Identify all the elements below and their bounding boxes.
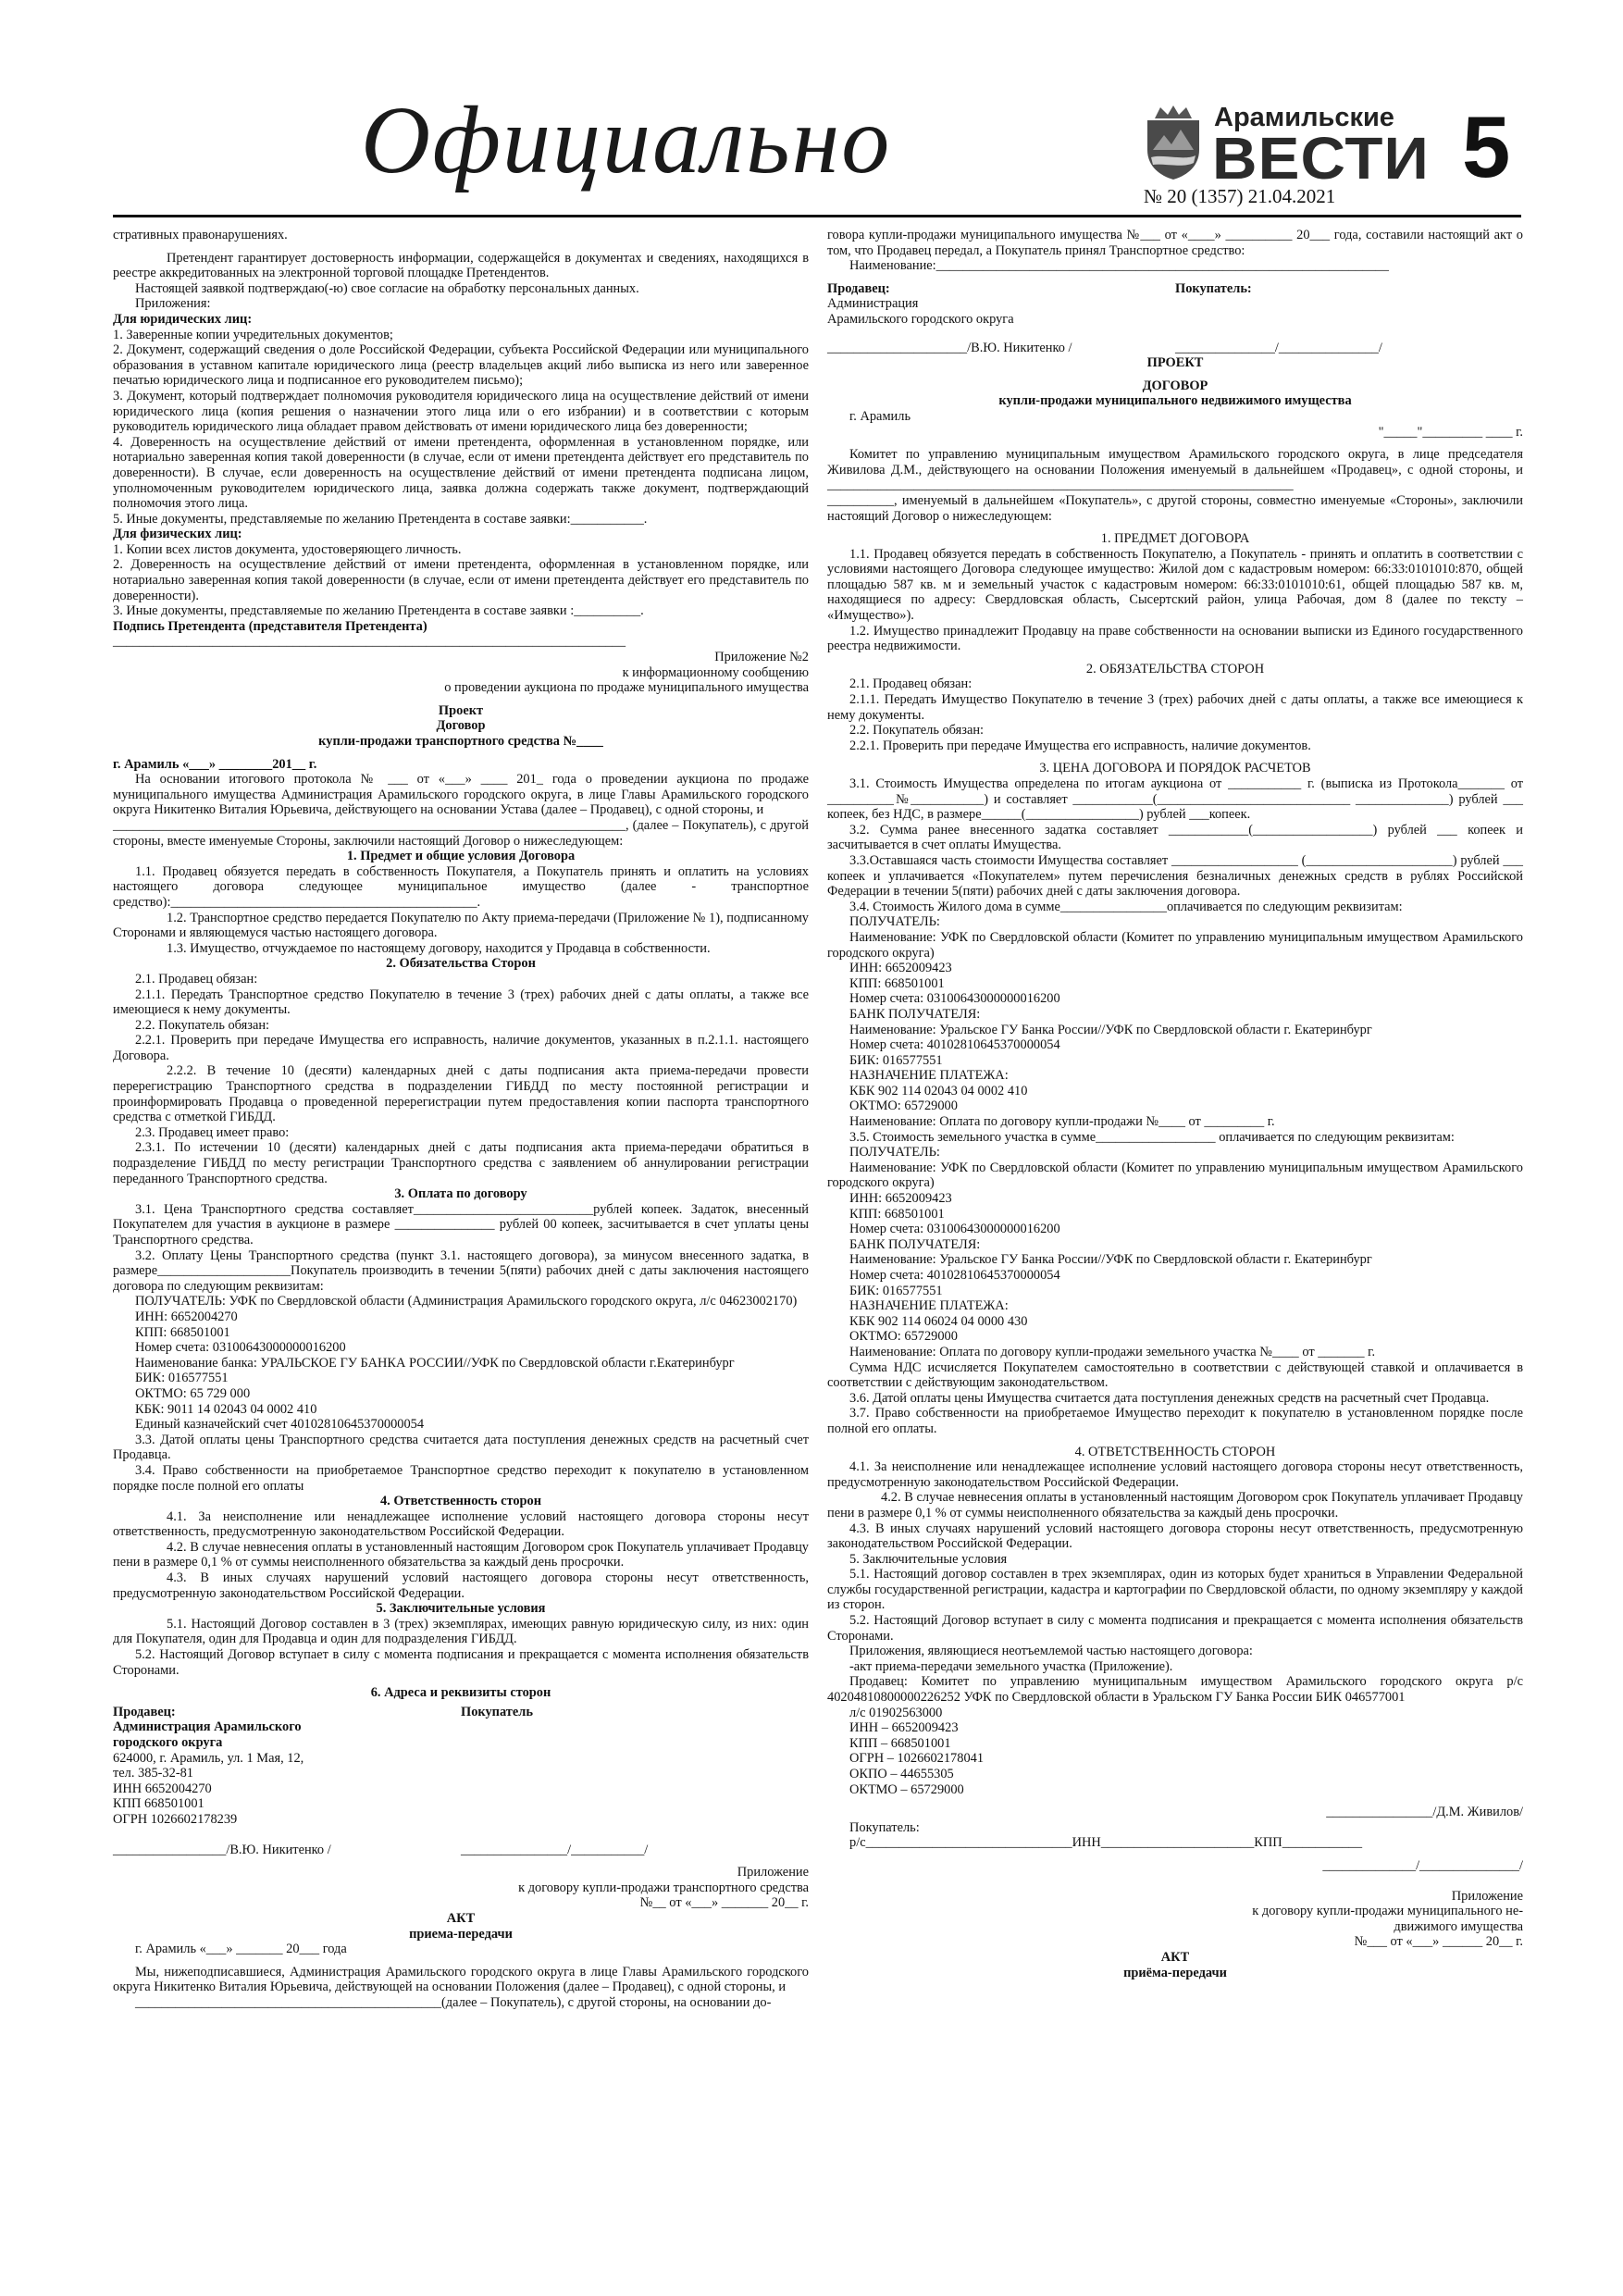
text-line: говора купли-продажи муниципального имущества №___ от «____» __________ 20___ года, составили настоящий акт о том, что Продавец передал, а Покупатель принял Транспортное средство:	[827, 228, 1523, 258]
text-line: приёма-передачи	[1123, 1965, 1227, 1980]
text-line: 1.3. Имущество, отчуждаемое по настоящему договору, находится у Продавца в собственности.	[167, 940, 711, 956]
text-line: ИНН – 6652009423	[849, 1720, 959, 1736]
spacer	[113, 1957, 809, 1965]
seller-details	[827, 281, 1175, 328]
text-line: КПП – 668501001	[849, 1735, 951, 1751]
left-column	[113, 228, 809, 2011]
text-line: ПОЛУЧАТЕЛЬ: УФК по Свердловской области (Администрация Арамильского городского округа, л/с 04623002170)	[135, 1294, 798, 1309]
text-line: 1.2. Имущество принадлежит Продавцу на праве собственности на основании выписки из Единого государственного реестра недвижимости.	[827, 623, 1523, 654]
logo-main-text: ВЕСТИ	[1212, 125, 1430, 192]
text-line: БАНК ПОЛУЧАТЕЛЯ:	[849, 1236, 981, 1252]
text-line: г. Арамиль «___» _______ 20___ года	[135, 1942, 347, 1957]
text-line: 4.3. В иных случаях нарушений условий настоящего договора стороны несут ответственность, предусмотренную законодательством Российской Федерации.	[113, 1570, 809, 1601]
text-line: БИК: 016577551	[849, 1052, 943, 1068]
left-column-body	[113, 228, 809, 1701]
text-line: ОКПО – 44655305	[849, 1767, 954, 1781]
text-line: Настоящей заявкой подтверждаю(-ю) свое согласие на обработку персональных данных.	[135, 280, 639, 296]
text-line: Наименование: Уральское ГУ Банка России//УФК по Свердловской области г. Екатеринбург	[849, 1022, 1372, 1037]
detail-line: Продавец:	[113, 1704, 176, 1719]
text-line: 4.3. В иных случаях нарушений условий настоящего договора стороны несут ответственность, предусмотренную законодательством Российской Федерации.	[827, 1520, 1523, 1552]
text-line: Приложение	[1451, 1888, 1523, 1904]
text-line: 2.1.1. Передать Транспортное средство Покупателю в течение 3 (трех) рабочих дней с даты оплаты, а также все имеющиеся к нему документы.	[113, 987, 809, 1018]
left-column-appendix	[113, 1857, 809, 2010]
text-line: 4. ОТВЕТСТВЕННОСТЬ СТОРОН	[1074, 1444, 1276, 1459]
text-line: 1. ПРЕДМЕТ ДОГОВОРА	[1100, 531, 1250, 547]
text-line: 1. Заверенные копии учредительных документов;	[113, 327, 393, 342]
text-line: купли-продажи муниципального недвижимого имущества	[998, 393, 1352, 409]
text-line: 5.2. Настоящий Договор вступает в силу с момента подписания и прекращается с момента исполнения обязательств Сторонами.	[827, 1613, 1523, 1644]
signature-block-left	[113, 1705, 809, 1828]
text-line: ОГРН – 1026602178041	[849, 1751, 985, 1767]
text-line: "_____"_________ ____ г.	[1378, 424, 1523, 440]
text-line: 2. Документ, содержащий сведения о доле Российской Федерации, субъекта Российской Федерации или муниципального образования в уставном капитале юридического лица (реестр владельцев акций либо выписка из него или заверенное печатью юридического лица и подписанное его руководителем письмо);	[113, 342, 809, 389]
spacer	[113, 1678, 809, 1685]
text-line: 4.1. За неисполнение или ненадлежащее исполнение условий настоящего договора стороны несут ответственность, предусмотренную законодательством Российской Федерации.	[827, 1459, 1523, 1490]
text-line: 3. ЦЕНА ДОГОВОРА И ПОРЯДОК РАСЧЕТОВ	[1039, 761, 1311, 776]
spacer	[827, 524, 1523, 531]
spacer	[827, 1437, 1523, 1445]
text-line: 3. Оплата по договору	[394, 1186, 527, 1202]
text-line: 4.1. За неисполнение или ненадлежащее исполнение условий настоящего договора стороны несут ответственность, предусмотренную законодательством Российской Федерации.	[113, 1508, 809, 1540]
text-line: Наименование: Уральское ГУ Банка России//УФК по Свердловской области г. Екатеринбург	[849, 1252, 1372, 1268]
spacer	[113, 243, 809, 251]
text-line: ДОГОВОР	[1142, 378, 1208, 393]
text-line: ОКТМО – 65729000	[849, 1781, 964, 1797]
text-line: Для физических лиц:	[113, 527, 242, 542]
spacer	[827, 1874, 1523, 1881]
detail-line: КПП 668501001	[113, 1796, 204, 1812]
text-line: ПРОЕКТ	[1146, 355, 1204, 371]
text-line: к договору купли-продажи муниципального не-	[1252, 1904, 1523, 1919]
text-line: 2.2.1. Проверить при передаче Имущества его исправность, наличие документов.	[849, 738, 1311, 753]
text-line: Наименование: Оплата по договору купли-продажи земельного участка №____ от _______ г.	[849, 1344, 1376, 1359]
text-line: ОКТМО: 65729000	[849, 1329, 958, 1345]
text-line: КБК 902 114 02043 04 0002 410	[849, 1083, 1028, 1098]
text-line: 1.1. Продавец обязуется передать в собственность Покупателю, а Покупатель - принять и оплатить в соответствии с условиями настоящего Договора следующее имущество: Жилой дом с кадастровым номером: 66:33:0101010:870, общей площадью 587 кв. м и земельный участок с кадастровым номером: 66:33:0101010:61, общей площадью 587 кв. м, находящиеся по адресу: Свердловская область, Сысертский район, улица Рабочая, дом 8 (далее по тексту – «Имущество»).	[827, 546, 1523, 624]
text-line: 5.1. Настоящий договор составлен в трех экземплярах, один из которых будет храниться в Управлении Федеральной службы государственной регистрации, кадастра и картографии по Свердловской области, по одному экземпляру у каждой из сторон.	[827, 1567, 1523, 1613]
text-line: ________________/Д.М. Живилов/	[1326, 1805, 1523, 1820]
text-line: 5. Заключительные условия	[849, 1551, 1008, 1567]
text-line: Для юридических лиц:	[113, 311, 253, 327]
text-line: 4.2. В случае невнесения оплаты в установленный настоящим Договором срок Покупатель уплачивает Продавцу пени в размере 0,1 % от суммы неисполненного обязательства за каждый день просрочки.	[113, 1539, 809, 1570]
text-line: 2.2. Покупатель обязан:	[849, 723, 985, 738]
buyer-details	[461, 1705, 809, 1828]
detail-line: городского округа	[113, 1735, 223, 1750]
text-line: 2. Обязательства Сторон	[386, 956, 536, 972]
text-line: КПП: 668501001	[849, 1206, 945, 1222]
text-line: стративных правонарушениях.	[113, 228, 288, 242]
right-column	[827, 228, 1523, 1980]
text-line: ИНН: 6652009423	[849, 1191, 952, 1207]
text-line: 2.1. Продавец обязан:	[849, 676, 973, 692]
text-line: ______________/_______________/	[1322, 1857, 1523, 1873]
detail-line: Арамильского городского округа	[827, 311, 1014, 327]
text-line: 5.1. Настоящий Договор составлен в 3 (трех) экземплярах, имеющих равную юридическую силу, из них: один для Покупателя, один для Продавца и один для подразделения ГИБДД.	[113, 1616, 809, 1647]
text-line: приема-передачи	[409, 1926, 513, 1942]
text-line: ПОЛУЧАТЕЛЬ:	[849, 914, 940, 930]
text-line: 2.3.1. По истечении 10 (десяти) календарных дней с даты подписания акта приема-передачи обратиться в подразделение ГИБДД по месту регистрации Транспортного средства с заявлением об аннулировании регистрации переданного Транспортного средства.	[113, 1140, 809, 1186]
text-line: _____________________________________________________________________________	[113, 634, 626, 650]
text-line: Номер счета: 40102810645370000054	[849, 1268, 1060, 1283]
signature-block-right	[827, 281, 1523, 328]
text-line: Наименование: УФК по Свердловской области (Комитет по управлению муниципальным имуществом Арамильского городского округа)	[827, 929, 1523, 961]
signature-lines-left	[113, 1843, 809, 1858]
text-line: Номер счета: 03100643000000016200	[135, 1340, 346, 1356]
spacer	[827, 753, 1523, 761]
seller-details	[113, 1705, 461, 1828]
text-line: движимого имущества	[1394, 1918, 1523, 1934]
text-line: г. Арамиль «___» ________201__ г.	[113, 756, 317, 772]
text-line: Комитет по управлению муниципальным имуществом Арамильского городского округа, в лице председателя Живилова Д.М., действующего на основании Положения именуемый в дальнейшем «Продавец», с одной стороны, и ______________________________________________________________________	[827, 447, 1523, 493]
text-line: Номер счета: 03100643000000016200	[849, 991, 1060, 1007]
text-line: Договор	[436, 718, 486, 734]
text-line: о проведении аукциона по продаже муниципального имущества	[444, 680, 809, 696]
detail-line: Покупатель	[461, 1704, 533, 1719]
text-line: КБК 902 114 06024 04 0000 430	[849, 1313, 1028, 1329]
text-line: Единый казначейский счет 40102810645370000054	[135, 1417, 425, 1433]
text-line: ИНН: 6652009423	[849, 961, 952, 976]
text-line: ИНН: 6652004270	[135, 1309, 238, 1324]
text-line: 2.2.2. В течение 10 (десяти) календарных дней с даты подписания акта приема-передачи провести перерегистрацию Транспортного средства в подразделении ГИБДД по месту постоянной регистрации и проинформировать Продавца о проведенной перерегистрации путем предоставления копии паспорта транспортного средства с отметкой ГИБДД.	[113, 1063, 809, 1125]
detail-line: Продавец:	[827, 280, 890, 296]
seller-signature-line: _____________________/В.Ю. Никитенко /	[827, 340, 1072, 355]
text-line: НАЗНАЧЕНИЕ ПЛАТЕЖА:	[849, 1298, 1009, 1314]
spacer	[113, 1857, 809, 1865]
text-line: _____________________________________________________________________________, (далее – Покупатель), с другой стороны, вместе именуемые Стороны, заключили настоящий Договор о нижеследующем:	[113, 817, 809, 849]
text-line: 3.2. Сумма ранее внесенного задатка составляет ____________(__________________) рублей ___ копеек и засчитывается в счет оплаты Имущества.	[827, 822, 1523, 853]
text-line: Наименование: Оплата по договору купли-продажи №____ от _________ г.	[849, 1114, 1275, 1130]
text-line: р/с_______________________________ИНН_______________________КПП____________	[849, 1835, 1363, 1851]
text-line: 6. Адреса и реквизиты сторон	[370, 1685, 551, 1701]
text-line: 3.5. Стоимость земельного участка в сумме__________________ оплачивается по следующим реквизитам:	[849, 1129, 1455, 1145]
spacer	[827, 1851, 1523, 1858]
text-line: 2. ОБЯЗАТЕЛЬСТВА СТОРОН	[1085, 661, 1265, 676]
text-line: 2. Доверенность на осуществление действий от имени претендента, оформленная в установленном порядке, или нотариально заверенная копия такой доверенности (в случае, если от имени претендента действует его представитель по доверенности).	[113, 557, 809, 603]
text-line: 3.1. Стоимость Имущества определена по итогам аукциона от ___________ г. (выписка из Протокола_______ от __________№___________) и составляет ____________(_____________________________ ______________) рублей ___ копеек, без НДС, в размере______(_________________) рублей ___копеек.	[827, 776, 1523, 823]
text-line: 5. Иные документы, представляемые по желанию Претендента в составе заявки:___________.	[113, 511, 648, 527]
detail-line: Администрация	[827, 296, 919, 312]
page-number: 5	[1462, 98, 1511, 195]
text-line: БИК: 016577551	[849, 1283, 943, 1298]
text-line: 3.4. Право собственности на приобретаемое Транспортное средство переходит к покупателю в установленном порядке после полной его оплаты	[113, 1462, 809, 1494]
text-line: Наименование банка: УРАЛЬСКОЕ ГУ БАНКА РОССИИ//УФК по Свердловской области г.Екатеринбург	[135, 1355, 735, 1371]
text-line: 2.1. Продавец обязан:	[135, 971, 258, 987]
issue-number: № 20 (1357) 21.04.2021	[1144, 185, 1336, 207]
detail-line: ОГРН 1026602178239	[113, 1811, 238, 1827]
detail-line: ИНН 6652004270	[113, 1781, 212, 1796]
text-line: БИК: 016577551	[135, 1371, 229, 1386]
logo-top-text: Арамильские	[1214, 103, 1394, 132]
text-line: 5. Заключительные условия	[376, 1601, 546, 1617]
spacer	[827, 654, 1523, 662]
signature-lines-right	[827, 341, 1523, 356]
text-line: -акт приема-передачи земельного участка (Приложение).	[849, 1658, 1173, 1674]
text-line: Приложения:	[135, 296, 211, 312]
spacer	[113, 750, 809, 757]
text-line: 3. Иные документы, представляемые по желанию Претендента в составе заявки :__________.	[113, 603, 644, 619]
section-title: Официально	[361, 87, 892, 193]
right-column-head	[827, 228, 1523, 281]
text-line: Мы, нижеподписавшиеся, Администрация Арамильского городского округа в лице Главы Арамильского городского округа Никитенко Виталия Юрьевича, действующей на основании Положения (далее – Продавец), с одной стороны, и	[113, 1964, 809, 1995]
spacer	[827, 274, 1523, 281]
text-line: 1. Копии всех листов документа, удостоверяющего личность.	[113, 541, 462, 557]
right-column-body	[827, 355, 1523, 1980]
text-line: 3.1. Цена Транспортного средства составляет___________________________рублей копеек. Задаток, внесенный Покупателем для участия в аукционе в размере _______________ рублей 00 копеек, засчитывается в счет уплаты цены Транспортного средства.	[113, 1201, 809, 1247]
seller-signature-line: _________________/В.Ю. Никитенко /	[113, 1842, 331, 1857]
text-line: КПП: 668501001	[135, 1324, 230, 1340]
text-line: 2.2.1. Проверить при передаче Имущества его исправность, наличие документов, указанных в п.2.1.1. настоящего Договора.	[113, 1033, 809, 1063]
text-line: ПОЛУЧАТЕЛЬ:	[849, 1145, 940, 1160]
text-line: КПП: 668501001	[849, 975, 945, 991]
text-line: 3.7. Право собственности на приобретаемое Имущество переходит к покупателю в установленном порядке после полной его оплаты.	[827, 1406, 1523, 1436]
text-line: ОКТМО: 65729000	[849, 1098, 958, 1114]
text-line: 4. Доверенность на осуществление действий от имени претендента, оформленная в установленном порядке, или нотариально заверенная копия такой доверенности (в случае, если от имени претендента действует его представитель по доверенности). В случае, если доверенность на осуществление действий от имени претендента подписана лицом, уполномоченным руководителем юридического лица, заявка должна содержать также документ, подтверждающий полномочия этого лица.	[113, 434, 809, 512]
text-line: Проект	[438, 702, 484, 718]
text-line: Сумма НДС исчисляется Покупателем самостоятельно в соответствии с действующей ставкой и оплачивается в соответствии с действующим законодательством.	[827, 1359, 1523, 1391]
text-line: Приложения, являющиеся неотъемлемой частью настоящего договора:	[849, 1644, 1253, 1659]
text-line: Продавец: Комитет по управлению муниципальным имуществом Арамильского городского округа р/с 40204810800000226252 УФК по Свердловской области в Уральском ГУ Банка России БИК 046577001	[827, 1674, 1523, 1706]
spacer	[827, 440, 1523, 447]
text-line: 2.3. Продавец имеет право:	[135, 1124, 290, 1140]
text-line: БАНК ПОЛУЧАТЕЛЯ:	[849, 1006, 981, 1022]
buyer-signature-line: _______________/_______________/	[1175, 340, 1382, 355]
text-line: 3. Документ, который подтверждает полномочия руководителя юридического лица на осуществление действий от имени юридического лица (копия решения о назначении этого лица или о его избрании) и в соответствии с которым руководитель юридического лица обладает правом действовать от имени юридического лица без доверенности;	[113, 388, 809, 435]
text-line: На основании итогового протокола № ___ от «___» ____ 201_ года о проведении аукциона по продаже муниципального имущества Администрация Арамильского городского округа, в лице Главы Арамильского городского округа Никитенко Виталия Юрьевича, действующего на основании Устава (далее – Продавец), с одной стороны, и	[113, 772, 809, 818]
text-line: Наименование: УФК по Свердловской области (Комитет по управлению муниципальным имуществом Арамильского городского округа)	[827, 1160, 1523, 1191]
buyer-signature-line: ________________/___________/	[461, 1842, 649, 1857]
detail-line: тел. 385-32-81	[113, 1766, 194, 1781]
text-line: к информационному сообщению	[622, 664, 809, 680]
text-line: 3.4. Стоимость Жилого дома в сумме________________оплачивается по следующим реквизитам:	[849, 899, 1403, 914]
text-line: Приложение №2	[714, 650, 809, 665]
text-line: Претендент гарантирует достоверность информации, содержащейся в документах и сведениях, находящихся в реестре аккредитованных на электронной торговой площадке Претендентов.	[113, 250, 809, 281]
detail-line: Покупатель:	[1175, 280, 1252, 296]
text-line: __________, именуемый в дальнейшем «Покупатель», с другой стороны, совместно именуемые «Стороны», заключили настоящий Договор о нижеследующем:	[827, 492, 1523, 524]
buyer-details	[1175, 281, 1523, 328]
text-line: Приложение	[737, 1865, 809, 1880]
text-line: 2.2. Покупатель обязан:	[135, 1017, 270, 1033]
text-line: ОКТМО: 65 729 000	[135, 1385, 251, 1401]
text-line: Наименование:____________________________________________________________________	[849, 258, 1389, 274]
text-line: АКТ	[446, 1910, 476, 1926]
text-line: купли-продажи транспортного средства №____	[318, 734, 603, 749]
text-line: КБК: 9011 14 02043 04 0002 410	[135, 1401, 317, 1417]
text-line: 1.1. Продавец обязуется передать в собственность Покупателя, а Покупатель принять и оплатить на условиях настоящего договора следующее муниципальное имущество (далее - транспортное средство):______________________________________________.	[113, 863, 809, 910]
text-line: 2.1.1. Передать Имущество Покупателю в течение 3 (трех) рабочих дней с даты оплаты, а также все имеющиеся к нему документы.	[827, 692, 1523, 723]
text-line: г. Арамиль	[849, 408, 911, 424]
text-line: 4.2. В случае невнесения оплаты в установленный настоящим Договором срок Покупатель уплачивает Продавцу пени в размере 0,1 % от суммы неисполненного обязательства за каждый день просрочки.	[827, 1490, 1523, 1520]
text-line: НАЗНАЧЕНИЕ ПЛАТЕЖА:	[849, 1068, 1009, 1084]
text-line: Подпись Претендента (представителя Претендента)	[113, 618, 427, 634]
text-line: 1.2. Транспортное средство передается Покупателю по Акту приема-передачи (Приложение № 1), подписанному Сторонами и являющемуся частью настоящего договора.	[113, 910, 809, 941]
text-line: Покупатель:	[849, 1819, 920, 1835]
text-line: 3.3.Оставшаяся часть стоимости Имущества составляет ___________________ (______________________) рублей ___ копеек и уплачивается «Покупателем» путем перечисления безналичных денежных средств в рублях Российской Федерации в течении 5(пяти) рабочих дней с даты заключения договора.	[827, 852, 1523, 900]
header-divider	[113, 215, 1521, 217]
text-line: к договору купли-продажи транспортного средства	[518, 1880, 809, 1895]
spacer	[827, 1797, 1523, 1805]
text-line: 3.6. Датой оплаты цены Имущества считается дата поступления денежных средств на расчетный счет Продавца.	[849, 1390, 1490, 1406]
coat-of-arms-icon	[1142, 102, 1205, 180]
text-line: АКТ	[1160, 1949, 1190, 1965]
text-line: 4. Ответственность сторон	[379, 1494, 542, 1509]
spacer	[113, 696, 809, 703]
detail-line: 624000, г. Арамиль, ул. 1 Мая, 12,	[113, 1750, 304, 1766]
spacer	[827, 371, 1523, 379]
text-line: №__ от «___» _______ 20__ г.	[639, 1895, 809, 1911]
spacer	[827, 1881, 1523, 1889]
text-line: 1. Предмет и общие условия Договора	[346, 849, 576, 864]
text-line: №___ от «___» ______ 20__ г.	[1354, 1934, 1523, 1950]
text-line: ______________________________________________(далее – Покупатель), с другой стороны, на основании до-	[135, 1994, 772, 2010]
text-line: Номер счета: 40102810645370000054	[849, 1037, 1060, 1053]
text-line: 3.2. Оплату Цены Транспортного средства (пункт 3.1. настоящего договора), за минусом внесенного задатка, в размере____________________Покупатель производить в течении 5(пяти) рабочих дней с даты заключения настоящего договора по следующим реквизитам:	[113, 1247, 809, 1294]
text-line: 3.3. Датой оплаты цены Транспортного средства считается дата поступления денежных средств на расчетный счет Продавца.	[113, 1432, 809, 1463]
text-line: л/с 01902563000	[849, 1705, 943, 1720]
detail-line: Администрация Арамильского	[113, 1719, 302, 1735]
text-line: 5.2. Настоящий Договор вступает в силу с момента подписания и прекращается с момента исполнения обязательств Сторонами.	[113, 1647, 809, 1678]
text-line: Номер счета: 03100643000000016200	[849, 1222, 1060, 1237]
